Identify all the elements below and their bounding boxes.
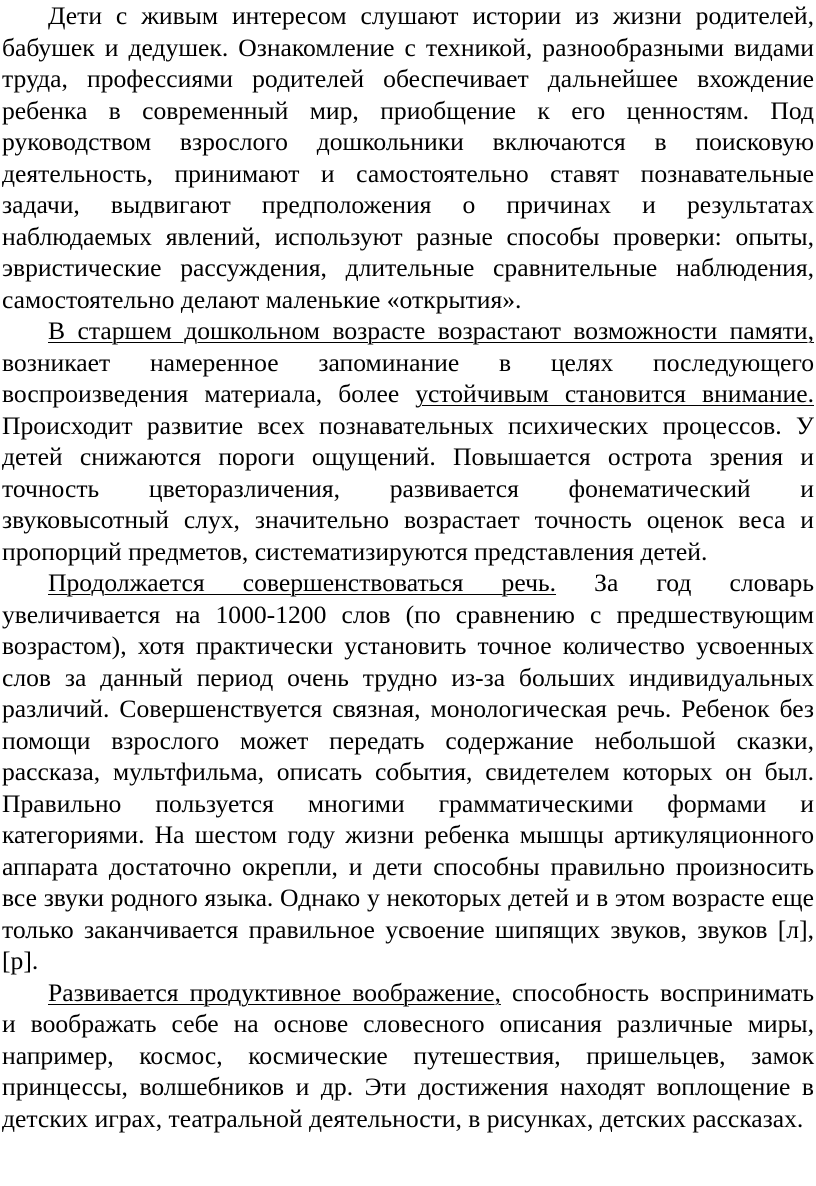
- paragraph-text: Происходит развитие всех познавательных психических процессов. У детей снижаются пороги ощущений. Повышается острота зрения и точность цветоразличения, развивается фонематический и звуковысотный слух, значительно возрастает точность оценок веса и пропорций предметов, систематизируются представления детей.: [2, 410, 814, 566]
- document-page: [2, 0, 814, 1134]
- underlined-heading-speech: Продолжается совершенствоваться речь.: [48, 568, 557, 597]
- paragraph-speech: [2, 567, 814, 977]
- paragraph-family-stories: [2, 0, 814, 315]
- underlined-heading-attention: устойчивым становится внимание.: [415, 379, 814, 408]
- paragraph-imagination: [2, 977, 814, 1135]
- underlined-heading-imagination: Развивается продуктивное воображение,: [48, 977, 501, 1007]
- paragraph-memory-attention: [2, 315, 814, 567]
- paragraph-text: способность воспринимать и воображать себе на основе словесного описания различные миры, например, космос, космические путешествия, пришельцев, замок принцессы, волшебников и др. Эти достижения находят воплощение в детских играх, театральной деятельности, в рисунках, детских рассказах.: [2, 977, 814, 1133]
- paragraph-text: Дети с живым интересом слушают истории из жизни родителей, бабушек и дедушек. Ознакомление с техникой, разнообразными видами труда, профессиями родителей обеспечивает дальнейшее вхождение ребенка в современный мир, приобщение к его ценностям. Под руководством взрослого дошкольники включаются в поисковую деятельность, принимают и самостоятельно ставят познавательные задачи, выдвигают предположения о причинах и результатах наблюдаемых явлений, используют разные способы проверки: опыты, эвристические рассуждения, длительные сравнительные наблюдения, самостоятельно делают маленькие «открытия».: [2, 1, 814, 314]
- underlined-heading-memory: В старшем дошкольном возрасте возрастают возможности памяти,: [48, 316, 814, 345]
- paragraph-text: За год словарь увеличивается на 1000-1200 слов (по сравнению с предшествующим возрастом), хотя практически установить точное количество усвоенных слов за данный период очень трудно из-за больших индивидуальных различий. Совершенствуется связная, монологическая речь. Ребенок без помощи взрослого может передать содержание небольшой сказки, рассказа, мультфильма, описать события, свидетелем которых он был. Правильно пользуется многими грамматическими формами и категориями. На шестом году жизни ребенка мышцы артикуляционного аппарата достаточно окрепли, и дети способны правильно произносить все звуки родного языка. Однако у некоторых детей и в этом возрасте еще только заканчивается правильное усвоение шипящих звуков, звуков [л], [р].: [2, 568, 814, 975]
- paragraph-text: возникает намеренное запоминание в целях последующего воспроизведения материала, более: [2, 347, 814, 408]
